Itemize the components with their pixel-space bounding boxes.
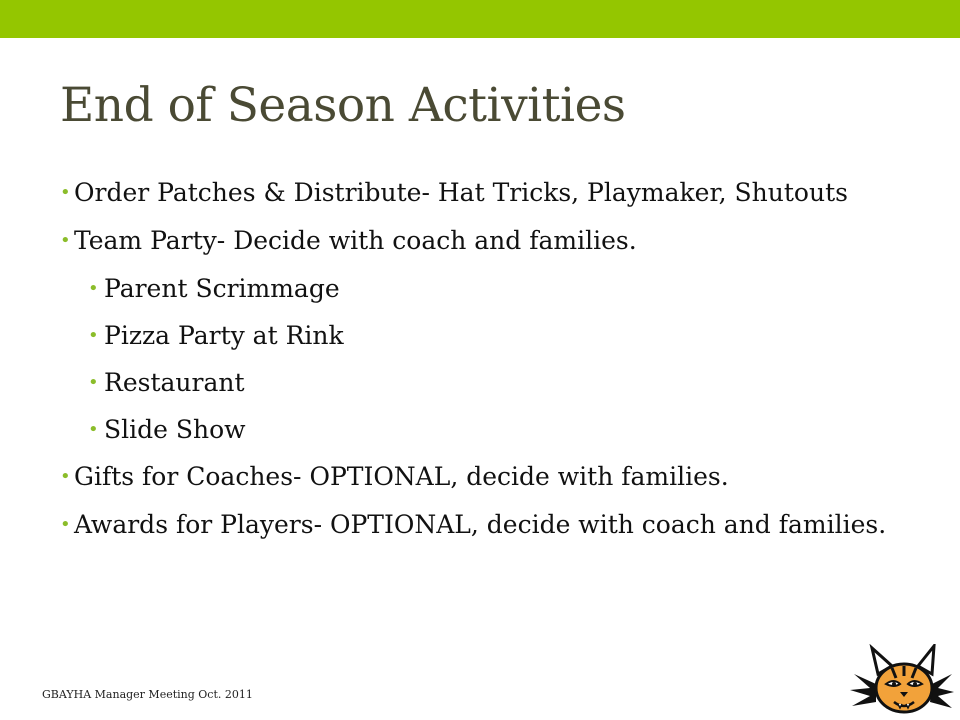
bullet-dot-icon: •	[60, 514, 71, 535]
bullet-dot-icon: •	[60, 230, 71, 251]
bullet-text: Awards for Players- OPTIONAL, decide with coach and families.	[74, 510, 887, 539]
bullet-text: Parent Scrimmage	[104, 274, 340, 303]
bullet-text: Slide Show	[104, 415, 246, 444]
bullet-text: Team Party- Decide with coach and families.	[74, 226, 637, 255]
bullet-dot-icon: •	[60, 182, 71, 203]
bullet-item-team-party	[60, 225, 920, 256]
sub-bullet-item-slide-show	[60, 414, 920, 445]
bullet-dot-icon: •	[88, 325, 99, 346]
bullet-item-gifts-coaches	[60, 461, 920, 492]
sub-bullet-item-parent-scrimmage	[60, 273, 920, 304]
bullet-text: Restaurant	[104, 368, 245, 397]
slide-title: End of Season Activities	[60, 78, 626, 133]
top-accent-bar	[0, 0, 960, 38]
bullet-item-awards-players	[60, 509, 920, 540]
sub-bullet-item-pizza-party	[60, 320, 920, 351]
bullet-item-patches	[60, 177, 920, 208]
bullet-dot-icon: •	[88, 419, 99, 440]
bullet-text: Gifts for Coaches- OPTIONAL, decide with families.	[74, 462, 729, 491]
bullet-list	[60, 177, 920, 557]
bobcat-mascot-logo-icon	[848, 644, 956, 718]
bullet-dot-icon: •	[88, 278, 99, 299]
bullet-dot-icon: •	[88, 372, 99, 393]
slide-footer: GBAYHA Manager Meeting Oct. 2011	[42, 688, 253, 701]
sub-bullet-item-restaurant	[60, 367, 920, 398]
bullet-dot-icon: •	[60, 466, 71, 487]
bullet-text: Pizza Party at Rink	[104, 321, 344, 350]
bullet-text: Order Patches & Distribute- Hat Tricks, Playmaker, Shutouts	[74, 178, 848, 207]
